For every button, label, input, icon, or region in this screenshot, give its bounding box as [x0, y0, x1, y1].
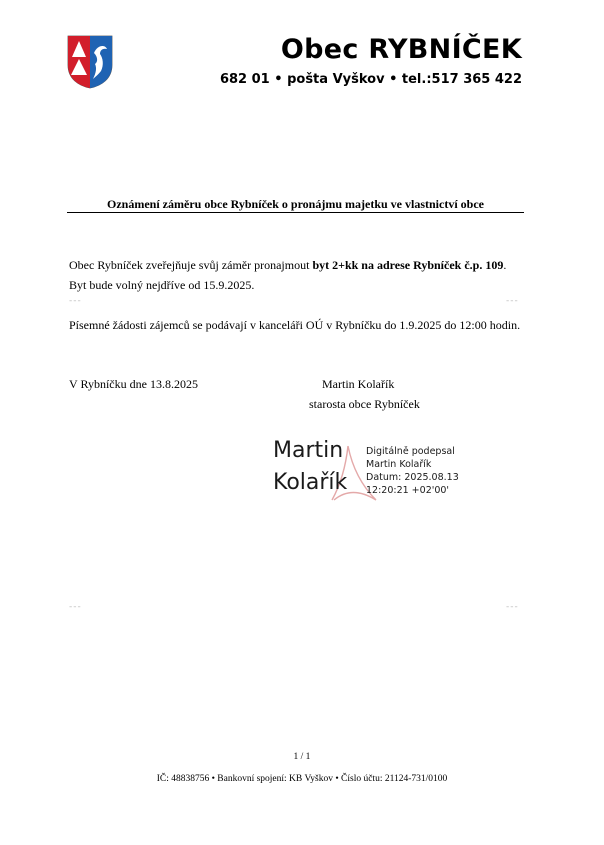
page-number: 1 / 1	[293, 752, 311, 762]
municipality-title: Obec RYBNÍČEK	[280, 34, 522, 65]
municipality-address: 682 01 • pošta Vyškov • tel.:517 365 422	[219, 72, 522, 87]
section-separator-left: ---	[69, 296, 82, 306]
digital-signature-date: Datum: 2025.08.13	[366, 472, 459, 483]
intent-period: .	[503, 258, 507, 272]
coat-of-arms-logo	[67, 35, 113, 89]
notice-heading: Oznámení záměru obce Rybníček o pronájmu majetku ve vlastnictví obce	[107, 197, 484, 211]
digital-signature-time: 12:20:21 +02'00'	[366, 485, 450, 496]
notice-paragraph-intent	[69, 258, 506, 273]
signer-name: Martin Kolařík	[322, 377, 395, 391]
footer-bank-info: IČ: 48838756 • Bankovní spojení: KB Vyškov • Číslo účtu: 21124-731/0100	[156, 774, 448, 784]
property-address: byt 2+kk na adrese Rybníček č.p. 109	[312, 258, 504, 272]
digital-signature-label: Digitálně podepsal	[366, 446, 455, 457]
notice-paragraph-applications: Písemné žádosti zájemců se podávají v kanceláři OÚ v Rybníčku do 1.9.2025 do 12:00 hodin.	[69, 318, 521, 332]
place-and-date: V Rybníčku dne 13.8.2025	[69, 377, 198, 391]
heading-underline	[67, 212, 524, 213]
intent-text: Obec Rybníček zveřejňuje svůj záměr pronajmout	[69, 258, 313, 272]
page-separator-left: ---	[69, 602, 82, 612]
digital-signature-name-last: Kolařík	[273, 470, 348, 495]
page-separator-right: ---	[506, 602, 519, 612]
digital-signature-name-first: Martin	[273, 438, 344, 463]
digital-signature-signer: Martin Kolařík	[366, 459, 432, 470]
notice-paragraph-availability: Byt bude volný nejdříve od 15.9.2025.	[69, 278, 255, 292]
section-separator-right: ---	[506, 296, 519, 306]
signer-role: starosta obce Rybníček	[309, 397, 420, 411]
